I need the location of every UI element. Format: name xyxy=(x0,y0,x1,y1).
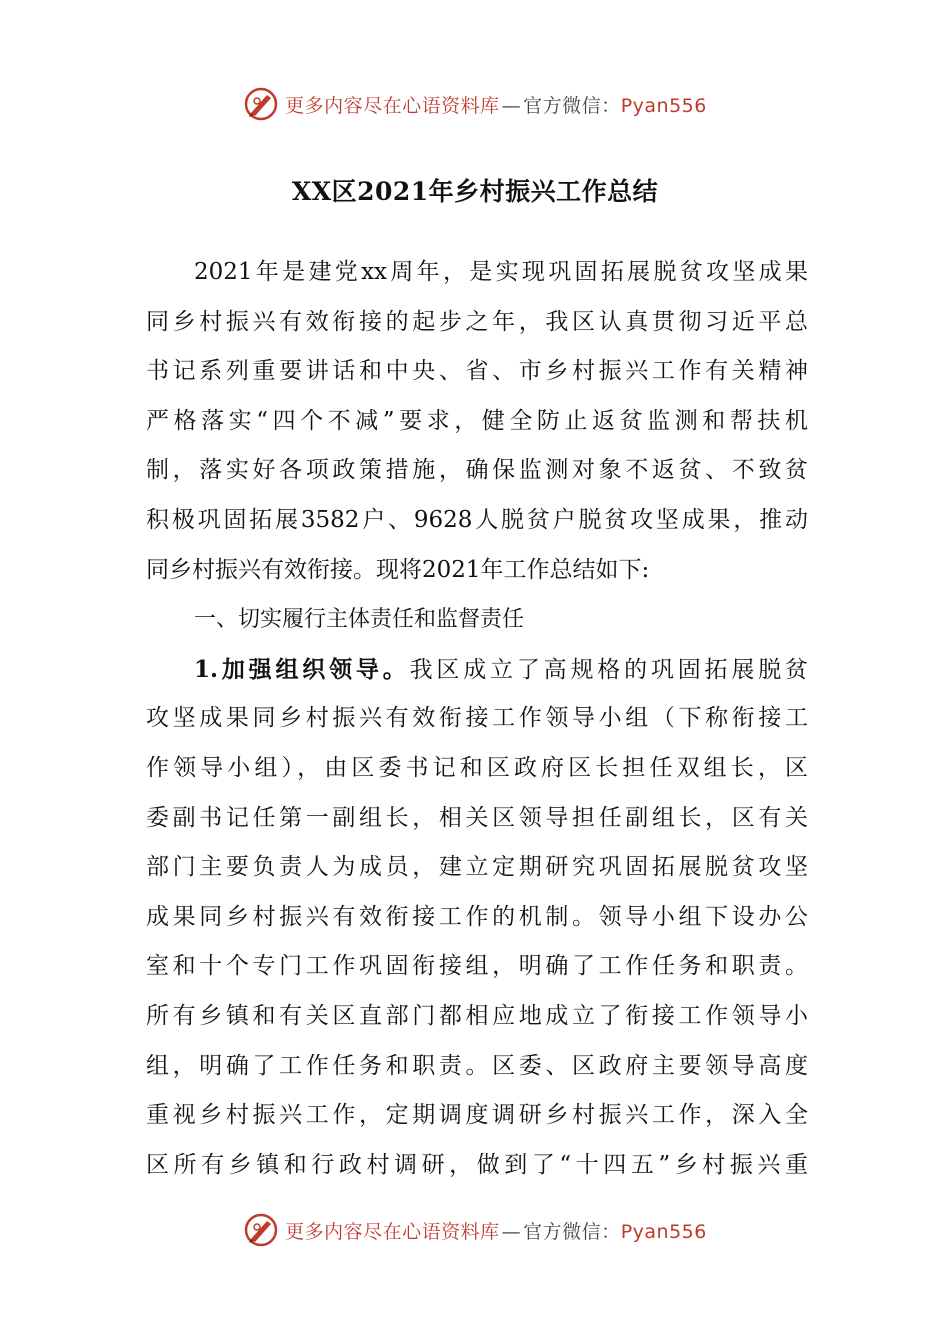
intro-line: 严格落实“四个不减”要求，健全防止返贫监测和帮扶机 xyxy=(146,407,808,434)
banner-main-text: 更多内容尽在心语资料库 xyxy=(285,1220,500,1243)
banner-text xyxy=(285,1217,707,1244)
document-body xyxy=(146,248,808,1190)
banner-wechat-label: 官方微信： xyxy=(523,94,621,117)
section-heading: 一、切实履行主体责任和监督责任 xyxy=(194,607,525,633)
item1-line: 攻坚成果同乡村振兴有效衔接工作领导小组（下称衔接工 xyxy=(146,705,808,732)
item1-line: 作领导小组），由区委书记和区政府区长担任双组长，区 xyxy=(146,754,808,781)
banner-wechat-id: Pyan556 xyxy=(620,1220,707,1243)
intro-line: 积极巩固拓展3582户、9628人脱贫户脱贫攻坚成果，推动 xyxy=(146,506,808,533)
document-title: XX区2021年乡村振兴工作总结 xyxy=(291,177,659,206)
banner-dash: — xyxy=(501,1220,522,1243)
banner-main-text: 更多内容尽在心语资料库 xyxy=(285,94,500,117)
intro-line: 同乡村振兴有效衔接。现将2021年工作总结如下: xyxy=(146,556,650,583)
item1-line: 所有乡镇和有关区直部门都相应地成立了衔接工作领导小 xyxy=(146,1002,808,1029)
item1-line: 成果同乡村振兴有效衔接工作的机制。领导小组下设办公 xyxy=(146,903,808,930)
intro-line: 2021年是建党xx周年，是实现巩固拓展脱贫攻坚成果 xyxy=(194,259,808,285)
banner-dash: — xyxy=(501,94,522,117)
item1-first-line-text: 我区成立了高规格的巩固拓展脱贫 xyxy=(409,656,809,683)
banner-wechat-id: Pyan556 xyxy=(620,94,707,117)
banner-text xyxy=(285,91,707,118)
item1-line: 组，明确了工作任务和职责。区委、区政府主要领导高度 xyxy=(146,1052,808,1079)
item1-line: 部门主要负责人为成员，建立定期研究巩固拓展脱贫攻坚 xyxy=(146,854,808,881)
banner-wechat-label: 官方微信： xyxy=(523,1220,621,1243)
item1-line: 重视乡村振兴工作，定期调度调研乡村振兴工作，深入全 xyxy=(146,1102,808,1129)
pen-logo-icon xyxy=(243,1212,279,1248)
footer-banner xyxy=(0,1210,950,1250)
item1-line: 委副书记任第一副组长，相关区领导担任副组长，区有关 xyxy=(146,804,808,831)
item1-line: 区所有乡镇和行政村调研，做到了“十四五”乡村振兴重 xyxy=(146,1151,808,1178)
item1-line: 室和十个专门工作巩固衔接组，明确了工作任务和职责。 xyxy=(146,953,808,980)
header-banner xyxy=(0,84,950,124)
item1-first-line xyxy=(146,645,808,695)
item1-label: 1.加强组织领导。 xyxy=(194,655,410,683)
intro-line: 同乡村振兴有效衔接的起步之年，我区认真贯彻习近平总 xyxy=(146,308,808,335)
intro-line: 制，落实好各项政策措施，确保监测对象不返贫、不致贫 xyxy=(146,457,808,484)
intro-line: 书记系列重要讲话和中央、省、市乡村振兴工作有关精神 xyxy=(146,358,808,385)
pen-logo-icon xyxy=(243,86,279,122)
